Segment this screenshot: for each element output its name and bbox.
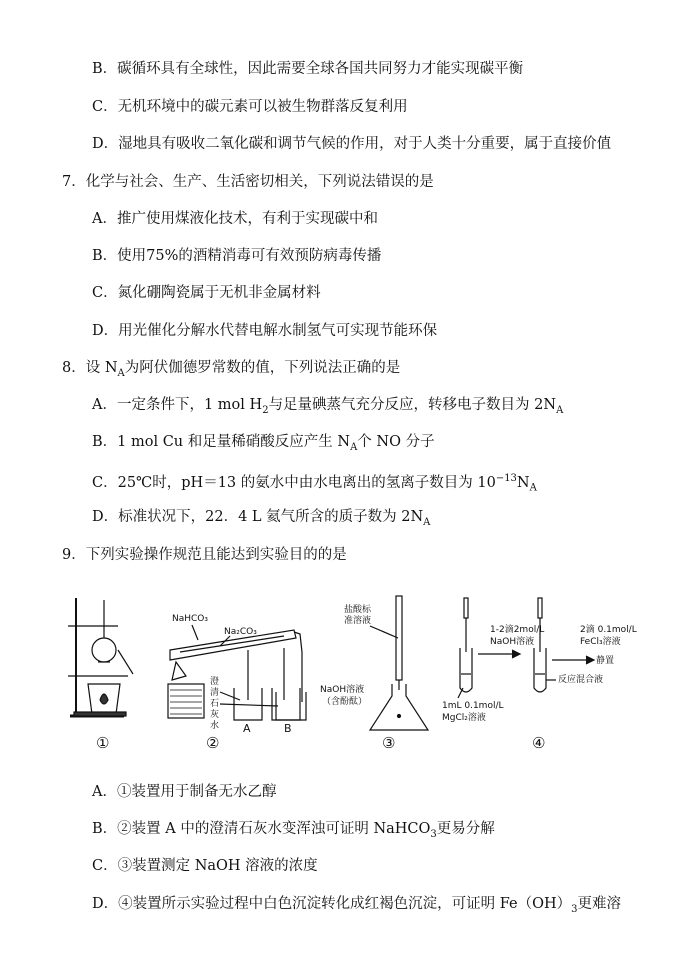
mgcl2-label-1: 1mL 0.1mol/L <box>442 701 504 711</box>
figure-label-2: ② <box>206 734 220 752</box>
q9-option-c: C．③装置测定 NaOH 溶液的浓度 <box>92 858 318 874</box>
q8-option-b: B．1 mol Cu 和足量稀硝酸反应产生 $N_A$个 NO 分子 <box>92 434 435 453</box>
hcl-label-1: 盐酸标 <box>344 605 372 615</box>
q8-option-d: D．标准状况下，22．4 L 氦气所含的质子数为 $2N_A$ <box>92 509 431 528</box>
apparatus-2 <box>168 614 306 735</box>
fecl3-drops-label-2: FeCl₃溶液 <box>580 637 621 647</box>
q6-option-c: C．无机环境中的碳元素可以被生物群落反复利用 <box>92 99 408 115</box>
limewater-char-1: 澄 <box>210 677 220 687</box>
fecl3-drops-label-1: 2滴 0.1mol/L <box>580 625 637 635</box>
hcl-label-2: 准溶液 <box>344 616 372 626</box>
apparatus-1 <box>68 598 133 716</box>
q7-option-c: C．氮化硼陶瓷属于无机非金属材料 <box>92 285 321 301</box>
q9-option-b: B．②装置 A 中的澄清石灰水变浑浊可证明 NaHCO$_3$更易分解 <box>92 821 495 840</box>
q7-option-b: B．使用75%的酒精消毒可有效预防病毒传播 <box>92 248 382 264</box>
q6-option-d: D．湿地具有吸收二氧化碳和调节气候的作用，对于人类十分重要，属于直接价值 <box>92 136 612 152</box>
q9-stem: 9．下列实验操作规范且能达到实验目的的是 <box>62 547 347 563</box>
beaker-a-label: A <box>243 722 251 735</box>
q6-option-b: B．碳循环具有全球性，因此需要全球各国共同努力才能实现碳平衡 <box>92 61 524 77</box>
q9-option-a: A．①装置用于制备无水乙醇 <box>92 784 277 800</box>
mgcl2-label-2: MgCl₂溶液 <box>442 713 486 723</box>
stand-label: 静置 <box>596 656 615 666</box>
figure-label-3: ③ <box>382 734 396 752</box>
limewater-char-5: 水 <box>210 721 220 731</box>
apparatus-4 <box>442 598 637 723</box>
naoh-drops-label-1: 1-2滴2mol/L <box>490 625 545 635</box>
q8-stem: 8．设 $N_A$为阿伏伽德罗常数的值，下列说法正确的是 <box>62 360 401 379</box>
q8-option-c: C．25℃时，pH＝13 的氨水中由水电离出的氢离子数目为 $10^{-13}N_A$ <box>92 473 537 494</box>
naoh-drops-label-2: NaOH溶液 <box>490 637 535 647</box>
q7-option-d: D．用光催化分解水代替电解水制氢气可实现节能环保 <box>92 323 438 339</box>
figure-label-4: ④ <box>532 734 546 752</box>
q7-option-a: A．推广使用煤液化技术，有利于实现碳中和 <box>92 211 378 227</box>
apparatus-figure <box>58 588 637 758</box>
limewater-char-4: 灰 <box>210 710 220 720</box>
q7-stem: 7．化学与社会、生产、生活密切相关，下列说法错误的是 <box>62 174 434 190</box>
apparatus-3 <box>320 596 428 730</box>
limewater-char-2: 清 <box>210 688 220 698</box>
figure-label-1: ① <box>96 734 110 752</box>
beaker-b-label: B <box>284 722 292 735</box>
mix-label: 反应混合液 <box>558 675 604 685</box>
q9-option-d: D．④装置所示实验过程中白色沉淀转化成红褐色沉淀，可证明 $Fe(OH)_3$更难溶 <box>92 896 621 915</box>
naoh-label-2: （含酚酞） <box>322 697 368 707</box>
nahco3-label: NaHCO₃ <box>172 614 208 624</box>
q8-option-a: A．一定条件下，1 mol $H_2$与足量碘蒸气充分反应，转移电子数目为 $2N_A$ <box>92 397 564 416</box>
na2co3-label: Na₂CO₃ <box>224 627 257 637</box>
naoh-label-1: NaOH溶液 <box>320 685 365 695</box>
limewater-char-3: 石 <box>210 699 220 709</box>
